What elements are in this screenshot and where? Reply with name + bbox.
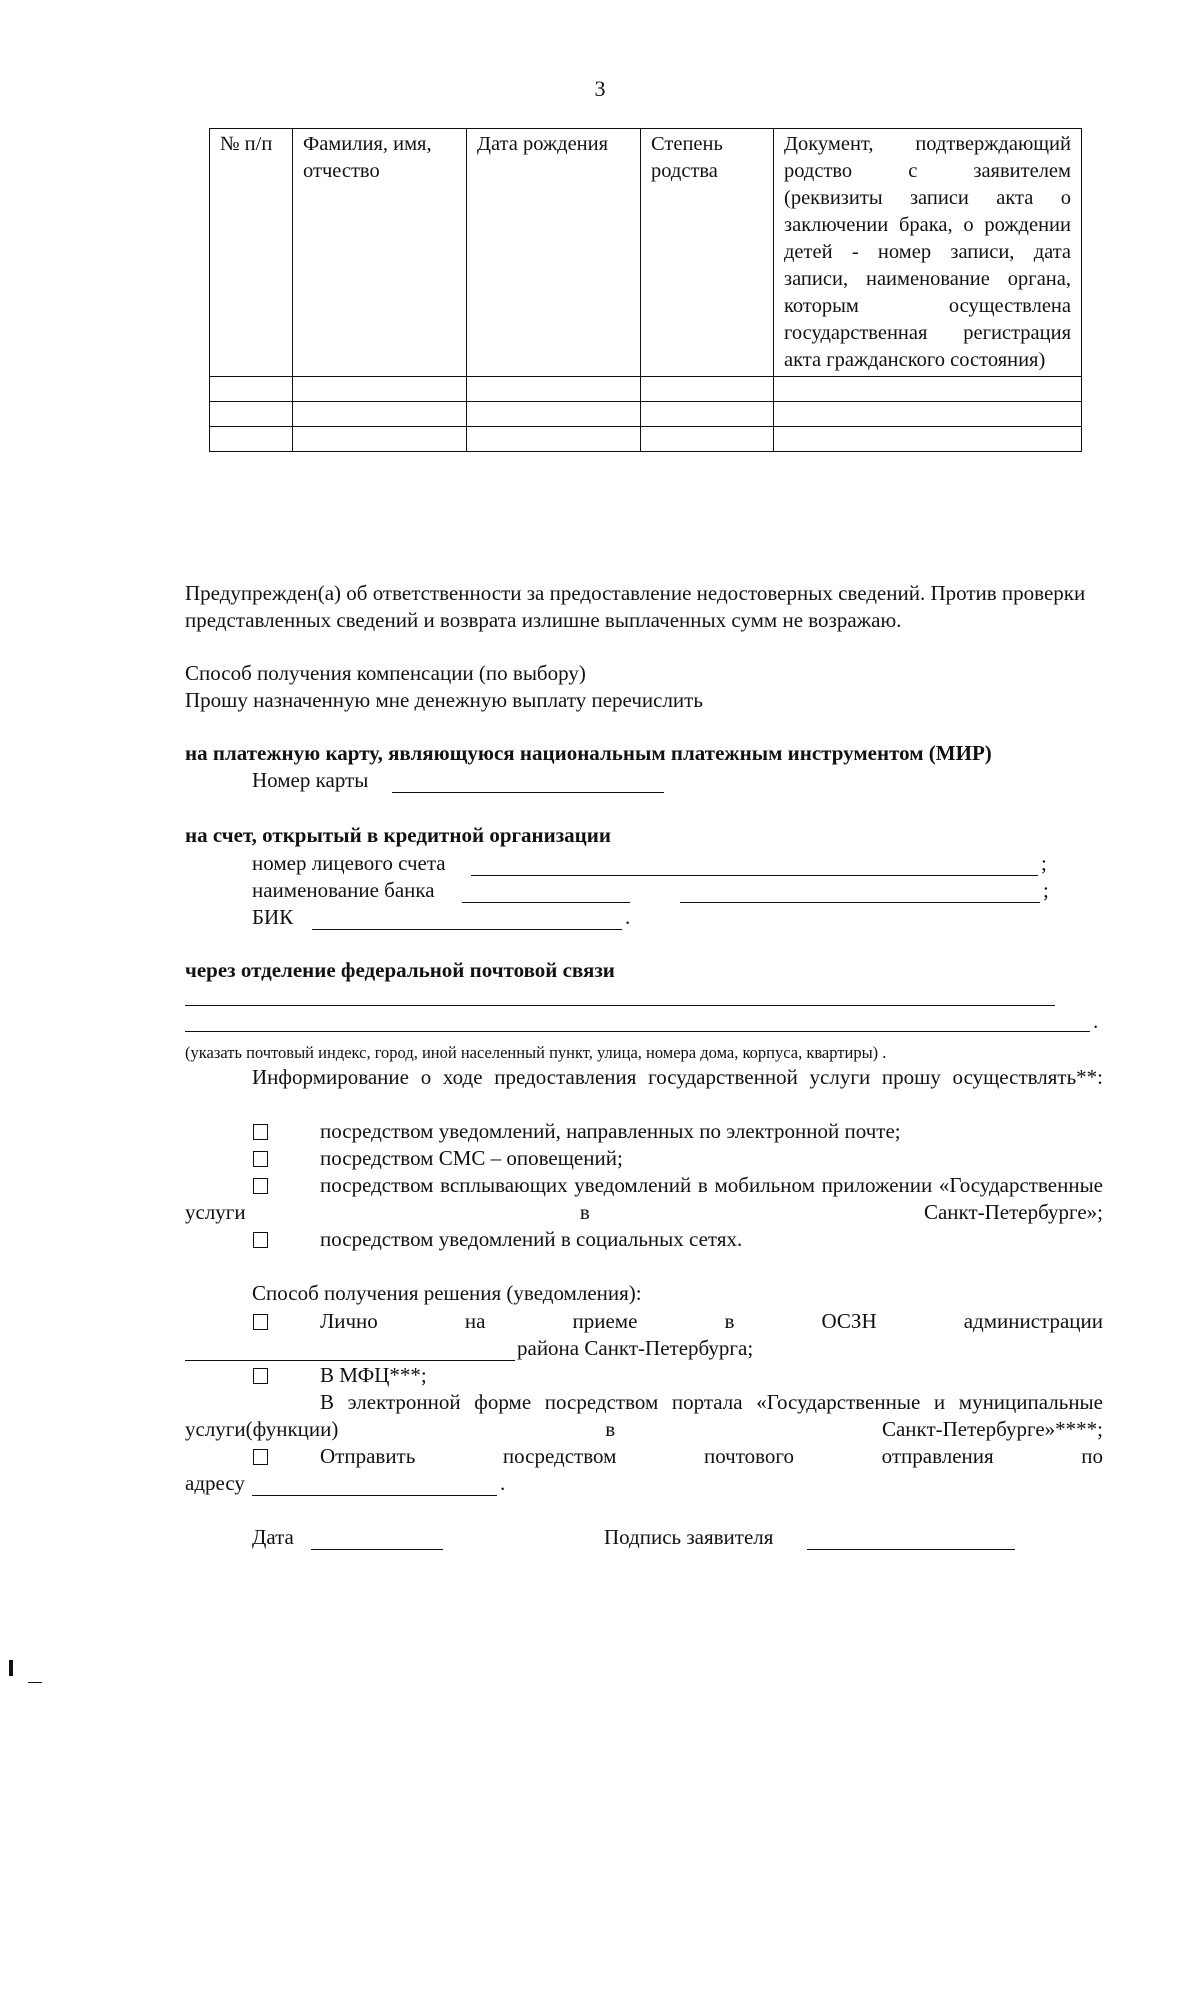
table-cell[interactable] bbox=[293, 427, 467, 452]
table-cell[interactable] bbox=[293, 402, 467, 427]
bank-name-field[interactable] bbox=[462, 902, 630, 903]
bank-name-field-continued[interactable] bbox=[680, 902, 1040, 903]
table-cell[interactable] bbox=[467, 402, 641, 427]
warning-text: Предупрежден(а) об ответственности за предоставление недостоверных сведений. Против проверки представленных сведений и возврата излишне выплаченных сумм не возражаю. bbox=[185, 581, 1086, 632]
mail-checkbox[interactable] bbox=[253, 1449, 268, 1465]
signature-field[interactable] bbox=[807, 1549, 1015, 1550]
email-notify-checkbox[interactable] bbox=[253, 1124, 268, 1140]
card-number-label: Номер карты bbox=[252, 768, 369, 792]
table-cell[interactable] bbox=[293, 377, 467, 402]
table-cell[interactable] bbox=[210, 402, 293, 427]
table-header-row bbox=[210, 129, 1082, 377]
header-birth-date: Дата рождения bbox=[467, 129, 641, 377]
post-address-hint: (указать почтовый индекс, город, иной населенный пункт, улица, номера дома, корпуса, квартиры) . bbox=[185, 1043, 887, 1062]
informing-intro bbox=[185, 1064, 1103, 1091]
card-option-heading: на платежную карту, являющуюся национальным платежным инструментом (МИР) bbox=[185, 741, 992, 765]
header-document: Документ, подтверждающий родство с заявителем (реквизиты записи акта о заключении брака, о рождении детей - номер записи, дата записи, наименование органа, которым осуществлена государственная регистрация акта гражданского состояния) bbox=[774, 129, 1082, 377]
table-cell[interactable] bbox=[467, 427, 641, 452]
table-row bbox=[210, 402, 1082, 427]
table-cell[interactable] bbox=[774, 402, 1082, 427]
social-notify-label: посредством уведомлений в социальных сетях. bbox=[320, 1227, 743, 1251]
header-number: № п/п bbox=[210, 129, 293, 377]
bank-name-label: наименование банка bbox=[252, 878, 435, 902]
mail-option-label: Отправить посредством почтового отправления по bbox=[320, 1444, 1103, 1468]
date-field[interactable] bbox=[311, 1549, 443, 1550]
signature-label: Подпись заявителя bbox=[604, 1525, 774, 1549]
bik-label: БИК bbox=[252, 905, 294, 929]
account-option-heading: на счет, открытый в кредитной организации bbox=[185, 823, 611, 847]
table-cell[interactable] bbox=[641, 377, 774, 402]
mail-address-period: . bbox=[500, 1471, 506, 1495]
table-cell[interactable] bbox=[210, 377, 293, 402]
push-notify-label bbox=[185, 1172, 1103, 1226]
mail-address-field[interactable] bbox=[252, 1495, 497, 1496]
account-number-semicolon: ; bbox=[1041, 851, 1047, 875]
post-option-heading: через отделение федеральной почтовой связи bbox=[185, 958, 615, 982]
electronic-option-label bbox=[185, 1389, 1103, 1443]
bank-name-semicolon: ; bbox=[1043, 878, 1049, 902]
sms-notify-checkbox[interactable] bbox=[253, 1151, 268, 1167]
mfc-label: В МФЦ***; bbox=[320, 1363, 427, 1387]
push-notify-label-text: посредством всплывающих уведомлений в мобильном приложении «Государственные услуги в Санкт-Петербурге»; bbox=[185, 1173, 1103, 1224]
compensation-method-label: Способ получения компенсации (по выбору) bbox=[185, 661, 586, 685]
mfc-checkbox[interactable] bbox=[253, 1368, 268, 1384]
account-number-label: номер лицевого счета bbox=[252, 851, 446, 875]
post-address-line-2[interactable] bbox=[185, 1031, 1090, 1032]
account-number-field[interactable] bbox=[471, 875, 1038, 876]
relatives-table bbox=[209, 128, 1082, 452]
sms-notify-label: посредством СМС – оповещений; bbox=[320, 1146, 623, 1170]
post-address-period: . bbox=[1093, 1009, 1099, 1033]
post-address-line-1[interactable] bbox=[185, 1005, 1055, 1006]
mail-address-label: адресу bbox=[185, 1471, 245, 1495]
bik-field[interactable] bbox=[312, 929, 622, 930]
email-notify-label: посредством уведомлений, направленных по электронной почте; bbox=[320, 1119, 901, 1143]
card-number-field[interactable] bbox=[392, 792, 664, 793]
header-kinship: Степень родства bbox=[641, 129, 774, 377]
table-row bbox=[210, 427, 1082, 452]
scan-artifact-mark bbox=[9, 1660, 13, 1676]
table-cell[interactable] bbox=[641, 402, 774, 427]
table-cell[interactable] bbox=[641, 427, 774, 452]
payment-request-label: Прошу назначенную мне денежную выплату перечислить bbox=[185, 688, 703, 712]
date-label: Дата bbox=[252, 1525, 294, 1549]
table-cell[interactable] bbox=[774, 377, 1082, 402]
table-cell[interactable] bbox=[210, 427, 293, 452]
social-notify-checkbox[interactable] bbox=[253, 1232, 268, 1248]
table-row bbox=[210, 377, 1082, 402]
header-full-name: Фамилия, имя, отчество bbox=[293, 129, 467, 377]
in-person-checkbox[interactable] bbox=[253, 1314, 268, 1330]
in-person-label: Лично на приеме в ОСЗН администрации bbox=[320, 1309, 1103, 1333]
table-cell[interactable] bbox=[467, 377, 641, 402]
decision-method-label: Способ получения решения (уведомления): bbox=[252, 1281, 642, 1305]
electronic-option-text: В электронной форме посредством портала «Государственные и муниципальные услуги(функции) в Санкт-Петербурге»****; bbox=[185, 1390, 1103, 1441]
scan-artifact-dash bbox=[28, 1682, 42, 1683]
in-person-district-label: района Санкт-Петербурга; bbox=[517, 1336, 754, 1360]
district-field[interactable] bbox=[185, 1360, 515, 1361]
page-number: 3 bbox=[594, 76, 606, 101]
table-cell[interactable] bbox=[774, 427, 1082, 452]
informing-intro-text: Информирование о ходе предоставления государственной услуги прошу осуществлять**: bbox=[252, 1065, 1103, 1089]
bik-period: . bbox=[625, 905, 631, 929]
